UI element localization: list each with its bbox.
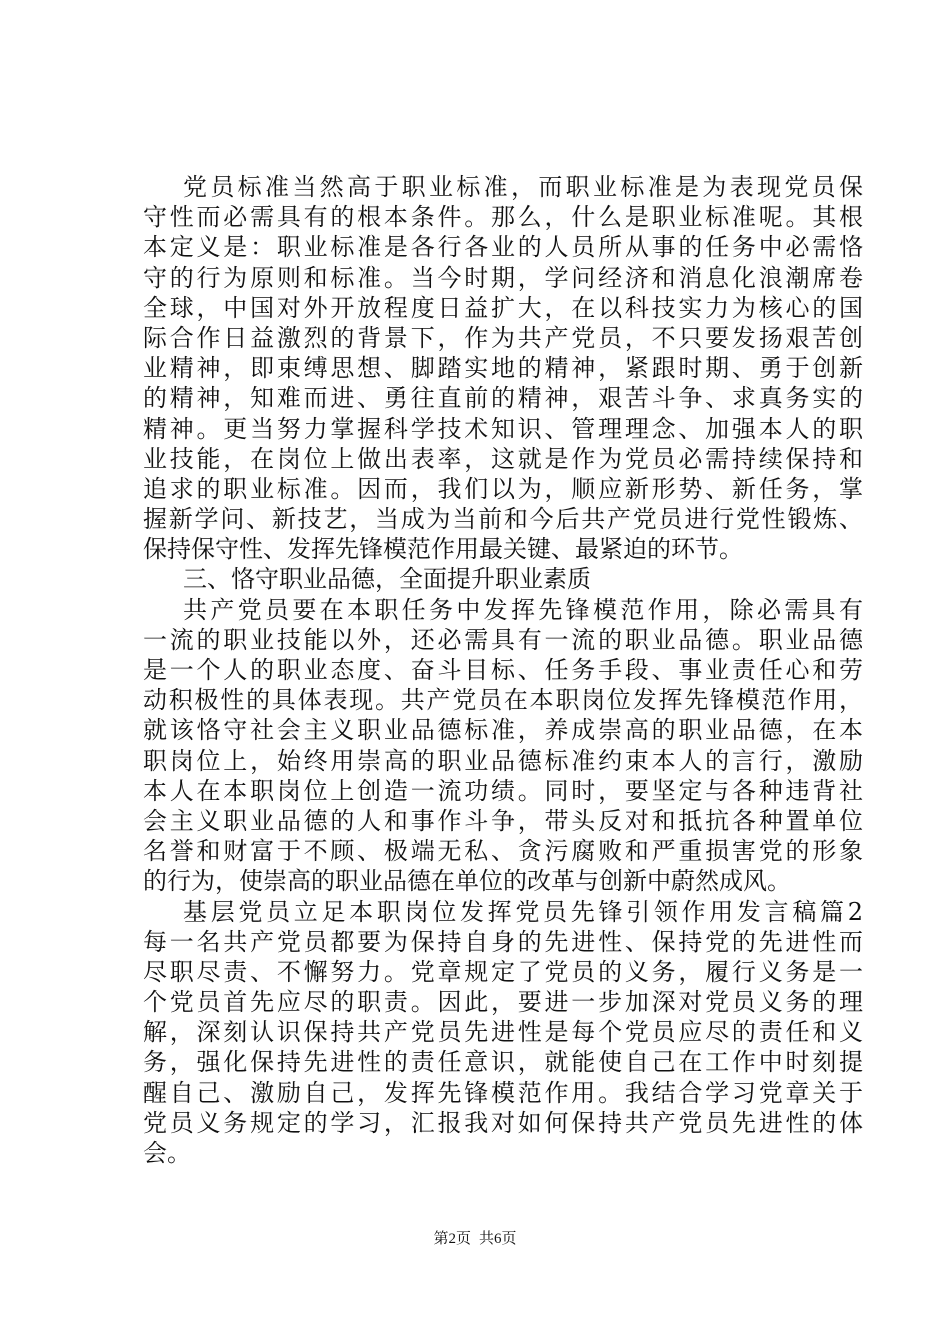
text-line: 党员标准当然高于职业标准，而职业标准是为表现党员保 [183, 173, 863, 201]
text-line: 名誉和财富于不顾、极端无私、贪污腐败和严重损害党的形象 [143, 837, 863, 866]
text-line: 是一个人的职业态度、奋斗目标、任务手段、事业责任心和劳 [143, 656, 863, 684]
text-line: 基层党员立足本职岗位发挥党员先锋引领作用发言稿篇2 [183, 897, 863, 926]
text-line: 会主义职业品德的人和事作斗争，带头反对和抵抗各种置单位 [143, 806, 863, 835]
text-line: 会。 [143, 1139, 191, 1167]
text-line: 就该恪守社会主义职业品德标准，养成崇高的职业品德，在本 [143, 716, 863, 745]
text-line: 业技能，在岗位上做出表率，这就是作为党员必需持续保持和 [143, 444, 863, 473]
text-line: 本定义是：职业标准是各行各业的人员所从事的任务中必需恪 [143, 233, 863, 262]
section-heading: 三、恪守职业品德，全面提升职业素质 [183, 565, 591, 594]
text-line: 守的行为原则和标准。当今时期，学问经济和消息化浪潮席卷 [143, 263, 863, 292]
text-line: 的精神，知难而进、勇往直前的精神，艰苦斗争、求真务实的 [143, 384, 863, 413]
text-line: 职岗位上，始终用崇高的职业品德标准约束本人的言行，激励 [143, 746, 863, 775]
text-line: 追求的职业标准。因而，我们以为，顺应新形势、新任务，掌 [143, 474, 863, 503]
text-line: 一流的职业技能以外，还必需具有一流的职业品德。职业品德 [143, 625, 863, 654]
text-line: 个党员首先应尽的职责。因此，要进一步加深对党员义务的理 [143, 988, 863, 1017]
page-number: 第2页 [433, 1231, 471, 1247]
text-line: 精神。更当努力掌握科学技术知识、管理理念、加强本人的职 [143, 414, 863, 443]
text-line: 守性而必需具有的根本条件。那么，什么是职业标准呢。其根 [143, 203, 863, 232]
text-line: 际合作日益激烈的背景下，作为共产党员，不只要发扬艰苦创 [143, 323, 863, 352]
paragraph-1 [143, 172, 863, 564]
text-line: 务，强化保持先进性的责任意识，就能使自己在工作中时刻提 [143, 1048, 863, 1077]
text-line: 保持保守性、发挥先锋模范作用最关键、最紧迫的环节。 [143, 535, 743, 564]
text-line: 的行为，使崇高的职业品德在单位的改革与创新中蔚然成风。 [143, 867, 791, 896]
paragraph-3 [143, 595, 863, 897]
text-line: 每一名共产党员都要为保持自身的先进性、保持党的先进性而 [143, 927, 863, 956]
page-total: 共6页 [479, 1231, 517, 1247]
text-line: 共产党员要在本职任务中发挥先锋模范作用，除必需具有 [183, 595, 863, 624]
text-line: 党员义务规定的学习，汇报我对如何保持共产党员先进性的体 [143, 1108, 863, 1137]
text-line: 全球，中国对外开放程度日益扩大，在以科技实力为核心的国 [143, 293, 863, 322]
text-line: 动积极性的具体表现。共产党员在本职岗位发挥先锋模范作用， [143, 686, 863, 715]
text-line: 本人在本职岗位上创造一流功绩。同时，要坚定与各种违背社 [143, 776, 863, 805]
text-line: 尽职尽责、不懈努力。党章规定了党员的义务，履行义务是一 [143, 957, 863, 986]
text-line: 业精神，即束缚思想、脚踏实地的精神，紧跟时期、勇于创新 [143, 354, 863, 383]
text-line: 解，深刻认识保持共产党员先进性是每个党员应尽的责任和义 [143, 1018, 863, 1047]
document-body [143, 172, 863, 1168]
page-footer [0, 1227, 950, 1248]
text-line: 醒自己、激励自己，发挥先锋模范作用。我结合学习党章关于 [143, 1078, 863, 1107]
paragraph-4 [143, 897, 863, 1169]
text-line: 握新学问、新技艺，当成为当前和今后共产党员进行党性锻炼、 [143, 505, 863, 534]
